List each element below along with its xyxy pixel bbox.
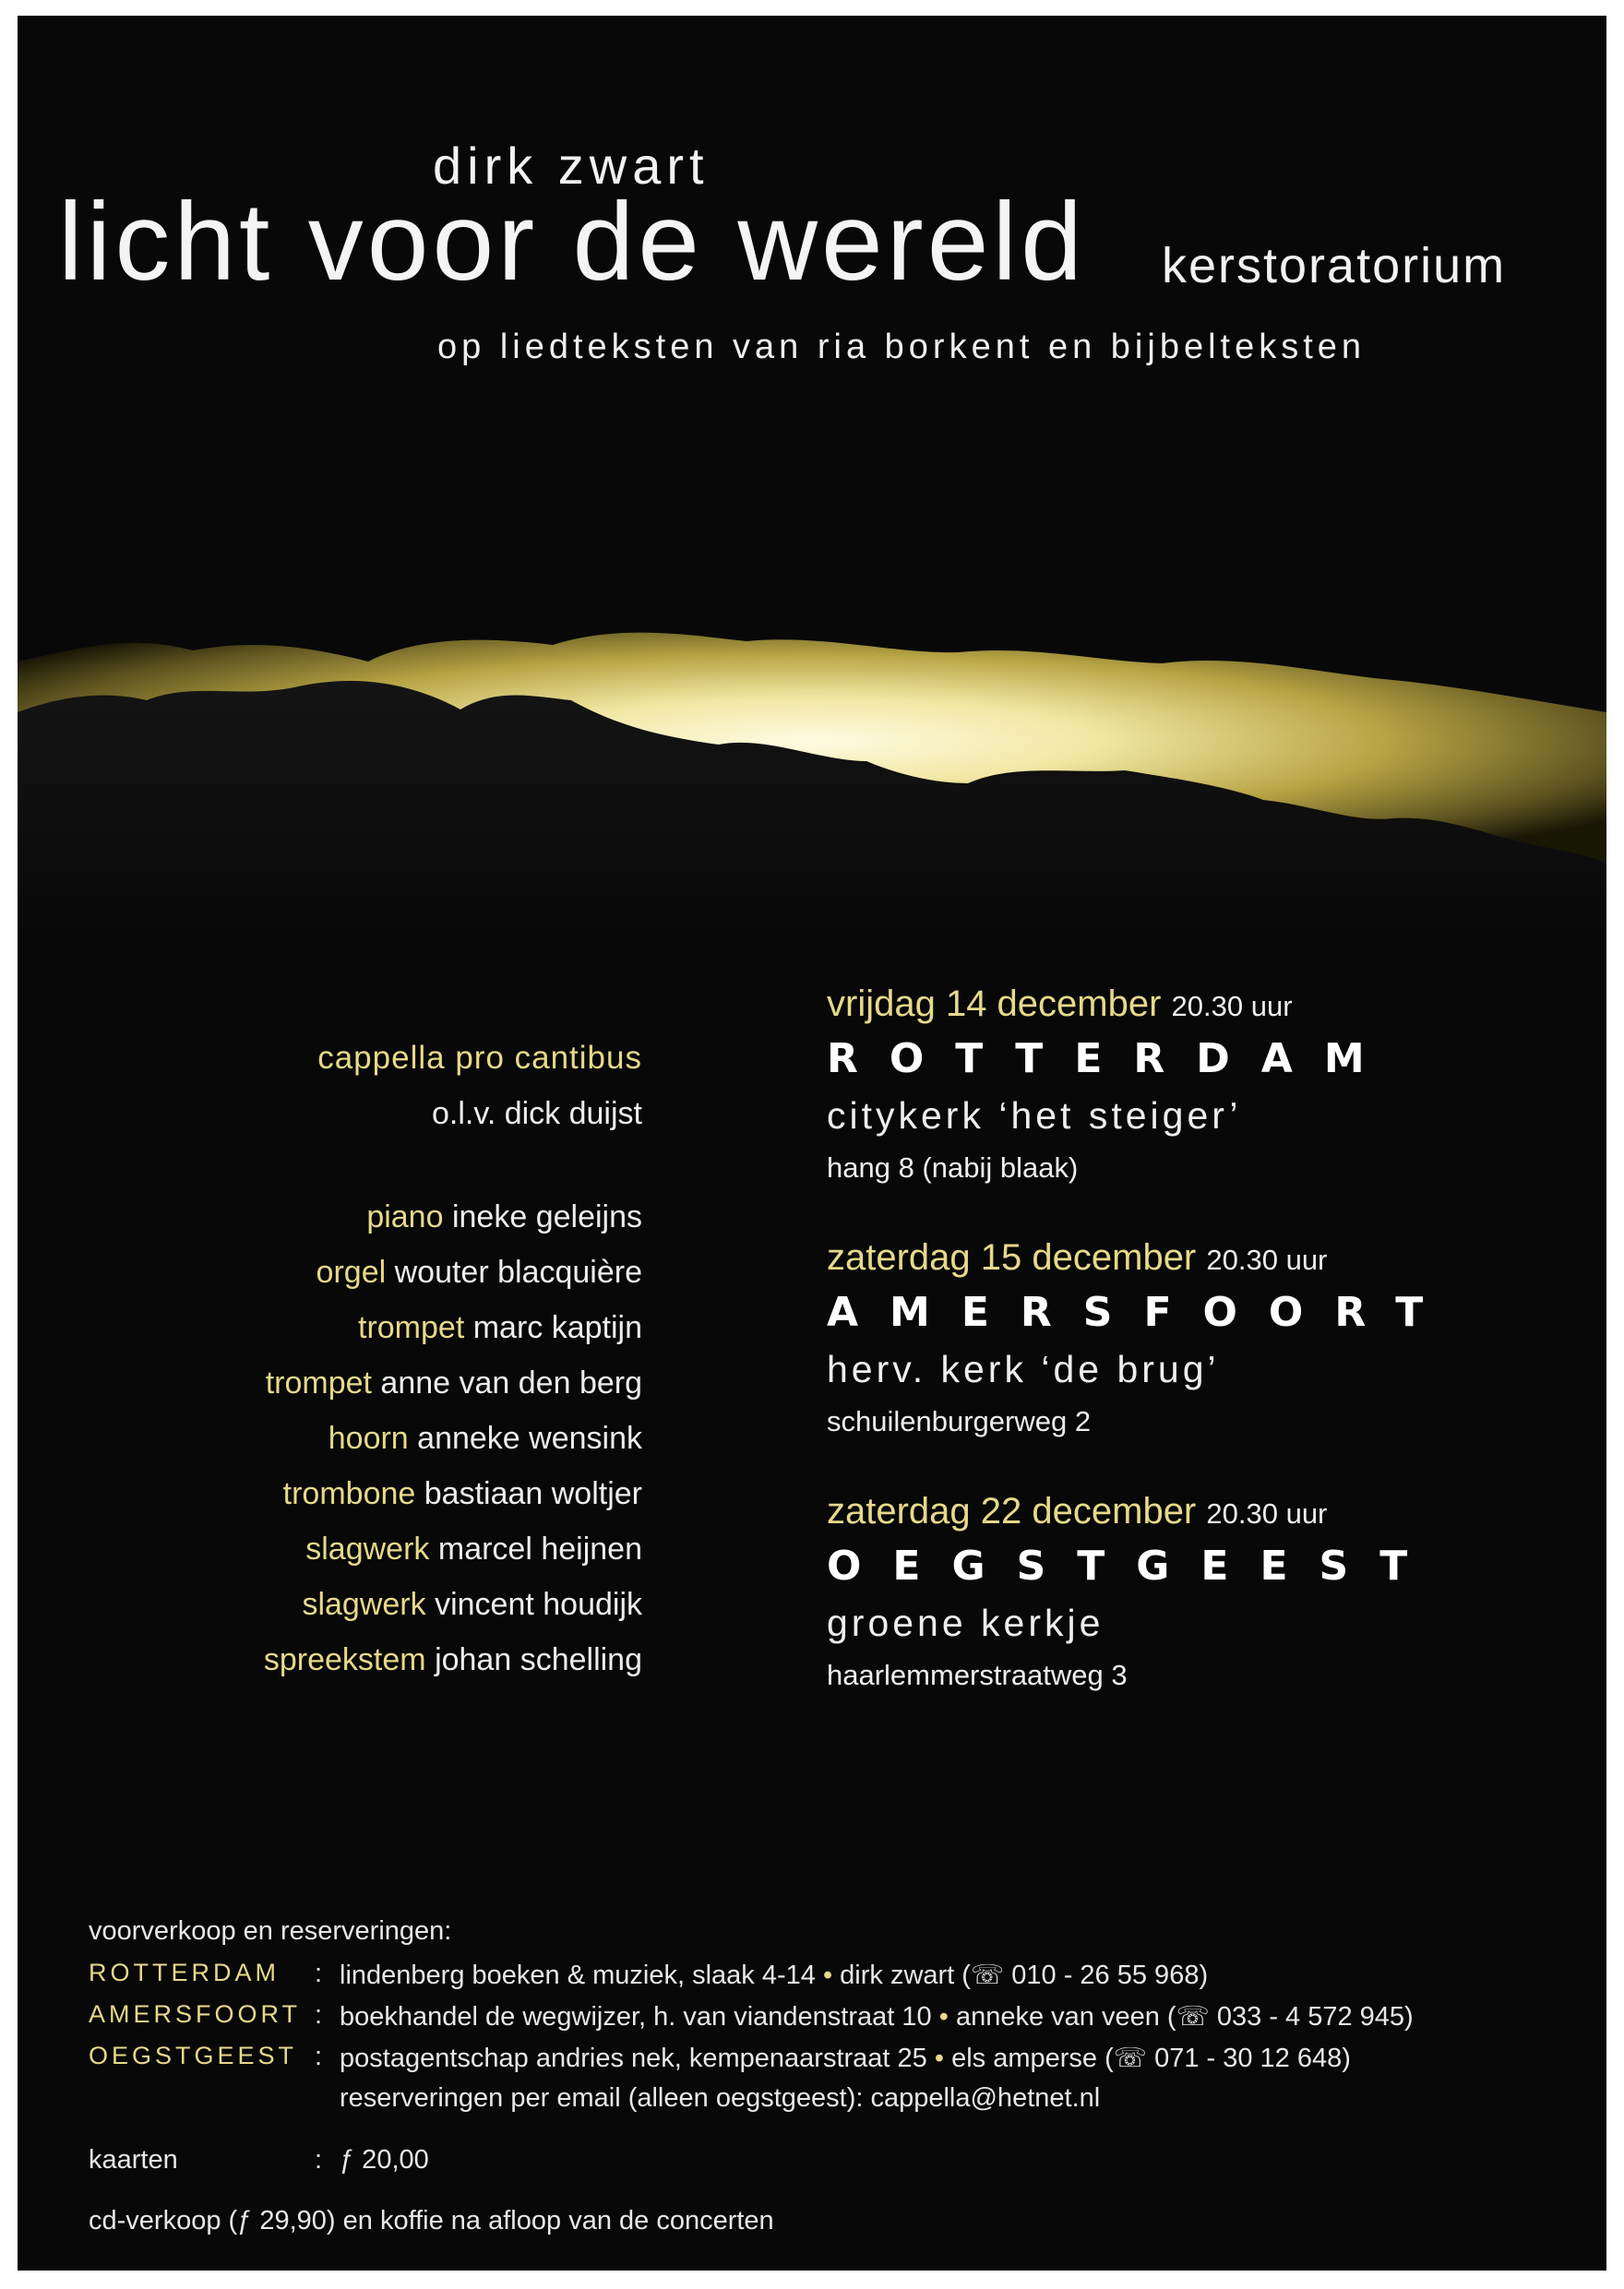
colon: : <box>315 2042 323 2071</box>
performer-row <box>264 1300 642 1355</box>
concert-address: haarlemmerstraatweg 3 <box>827 1659 1128 1691</box>
concert-time: 20.30 uur <box>1206 1497 1328 1530</box>
concert-date: zaterdag 22 december <box>827 1491 1197 1532</box>
sales-city: AMERSFOORT <box>89 2000 302 2028</box>
concert-time: 20.30 uur <box>1206 1244 1328 1276</box>
performer-role: slagwerk <box>305 1532 430 1567</box>
concert-venue: groene kerkje <box>827 1602 1105 1644</box>
phone-number: 010 - 26 55 968) <box>1004 1961 1209 1990</box>
concert-subtitle: kerstoratorium <box>1162 238 1507 293</box>
tagline: op liedteksten van ria borkent en bijbelteksten <box>437 328 1367 366</box>
sales-details <box>340 1959 1208 1991</box>
email-line: reserveringen per email (alleen oegstgeest): cappella@hetnet.nl <box>340 2083 1101 2113</box>
bullet: • <box>934 2044 945 2073</box>
shop-address: boekhandel de wegwijzer, h. van viandenstraat 10 <box>340 2002 932 2032</box>
concert-date-line <box>827 980 1454 1031</box>
contact-name: els amperse ( <box>951 2044 1114 2073</box>
colon: : <box>315 2000 323 2030</box>
phone-icon: ☏ <box>970 1961 1005 1990</box>
performer-name: wouter blacquière <box>394 1255 642 1290</box>
performer-row <box>264 1355 642 1411</box>
concert-block <box>827 1234 1454 1447</box>
performer-row <box>264 1245 642 1300</box>
performer-role: slagwerk <box>302 1587 426 1622</box>
cd-sales-line: cd-verkoop (ƒ 29,90) en koffie na afloop van de concerten <box>89 2206 774 2235</box>
concert-city: AMERSFOORT <box>827 1289 1455 1336</box>
performer-name: vincent houdijk <box>435 1587 642 1622</box>
performer-row <box>264 1521 642 1577</box>
performer-role: trompet <box>358 1310 465 1345</box>
tickets-price: ƒ 20,00 <box>340 2145 429 2175</box>
performer-name: anneke wensink <box>417 1421 642 1456</box>
performer-role: trompet <box>265 1365 372 1401</box>
choir-conductor: o.l.v. dick duijst <box>431 1096 642 1131</box>
concert-time: 20.30 uur <box>1171 990 1293 1022</box>
performer-row <box>264 1189 642 1245</box>
sales-details <box>340 2042 1351 2074</box>
shop-address: lindenberg boeken & muziek, slaak 4-14 <box>340 1961 816 1990</box>
concert-city: ROTTERDAM <box>827 1035 1396 1082</box>
concert-city: OEGSTGEEST <box>827 1543 1439 1590</box>
bullet: • <box>822 1961 833 1990</box>
performer-row <box>264 1632 642 1687</box>
phone-icon: ☏ <box>1113 2044 1148 2073</box>
performer-name: ineke geleijns <box>451 1199 642 1234</box>
performer-row <box>264 1466 642 1521</box>
performer-row <box>264 1411 642 1466</box>
choir-name: cappella pro cantibus <box>317 1040 642 1076</box>
phone-number: 033 - 4 572 945) <box>1209 2002 1414 2032</box>
concert-date-line <box>827 1487 1454 1538</box>
poster <box>18 16 1606 2271</box>
tickets-label: kaarten <box>89 2145 178 2175</box>
phone-number: 071 - 30 12 648) <box>1147 2044 1351 2073</box>
sales-city: OEGSTGEEST <box>89 2042 298 2069</box>
sales-details <box>340 2000 1414 2033</box>
performer-role: trombone <box>282 1476 416 1511</box>
performer-row <box>264 1577 642 1632</box>
performer-name: anne van den berg <box>380 1365 642 1401</box>
contact-name: dirk zwart ( <box>840 1961 971 1990</box>
sales-city: ROTTERDAM <box>89 1959 280 1986</box>
performer-role: orgel <box>316 1255 387 1290</box>
performer-role: hoorn <box>328 1421 409 1456</box>
colon: : <box>315 1959 323 1988</box>
concert-list <box>827 980 1454 1741</box>
concert-block <box>827 980 1454 1193</box>
mountain-light-photo <box>18 597 1606 929</box>
performer-name: marc kaptijn <box>472 1310 642 1345</box>
concert-date: vrijdag 14 december <box>827 984 1162 1024</box>
concert-block <box>827 1487 1454 1700</box>
bullet: • <box>938 2002 949 2032</box>
performer-name: johan schelling <box>435 1642 642 1677</box>
shop-address: postagentschap andries nek, kempenaarstraat 25 <box>340 2044 927 2073</box>
phone-icon: ☏ <box>1176 2002 1210 2032</box>
concert-title: licht voor de wereld <box>58 180 1086 304</box>
performer-name: marcel heijnen <box>437 1532 642 1567</box>
concert-address: hang 8 (nabij blaak) <box>827 1151 1079 1184</box>
concert-date-line <box>827 1234 1454 1284</box>
concert-venue: herv. kerk ‘de brug’ <box>827 1348 1220 1390</box>
performer-role: piano <box>366 1199 444 1234</box>
colon: : <box>315 2145 323 2175</box>
concert-address: schuilenburgerweg 2 <box>827 1405 1092 1437</box>
performer-role: spreekstem <box>263 1642 426 1677</box>
concert-date: zaterdag 15 december <box>827 1237 1197 1278</box>
sales-heading: voorverkoop en reserveringen: <box>89 1916 452 1946</box>
concert-venue: citykerk ‘het steiger’ <box>827 1094 1242 1137</box>
contact-name: anneke van veen ( <box>955 2002 1176 2032</box>
performers-list <box>264 1031 642 1687</box>
performer-name: bastiaan woltjer <box>424 1476 642 1511</box>
composer-name: dirk zwart <box>433 137 710 195</box>
